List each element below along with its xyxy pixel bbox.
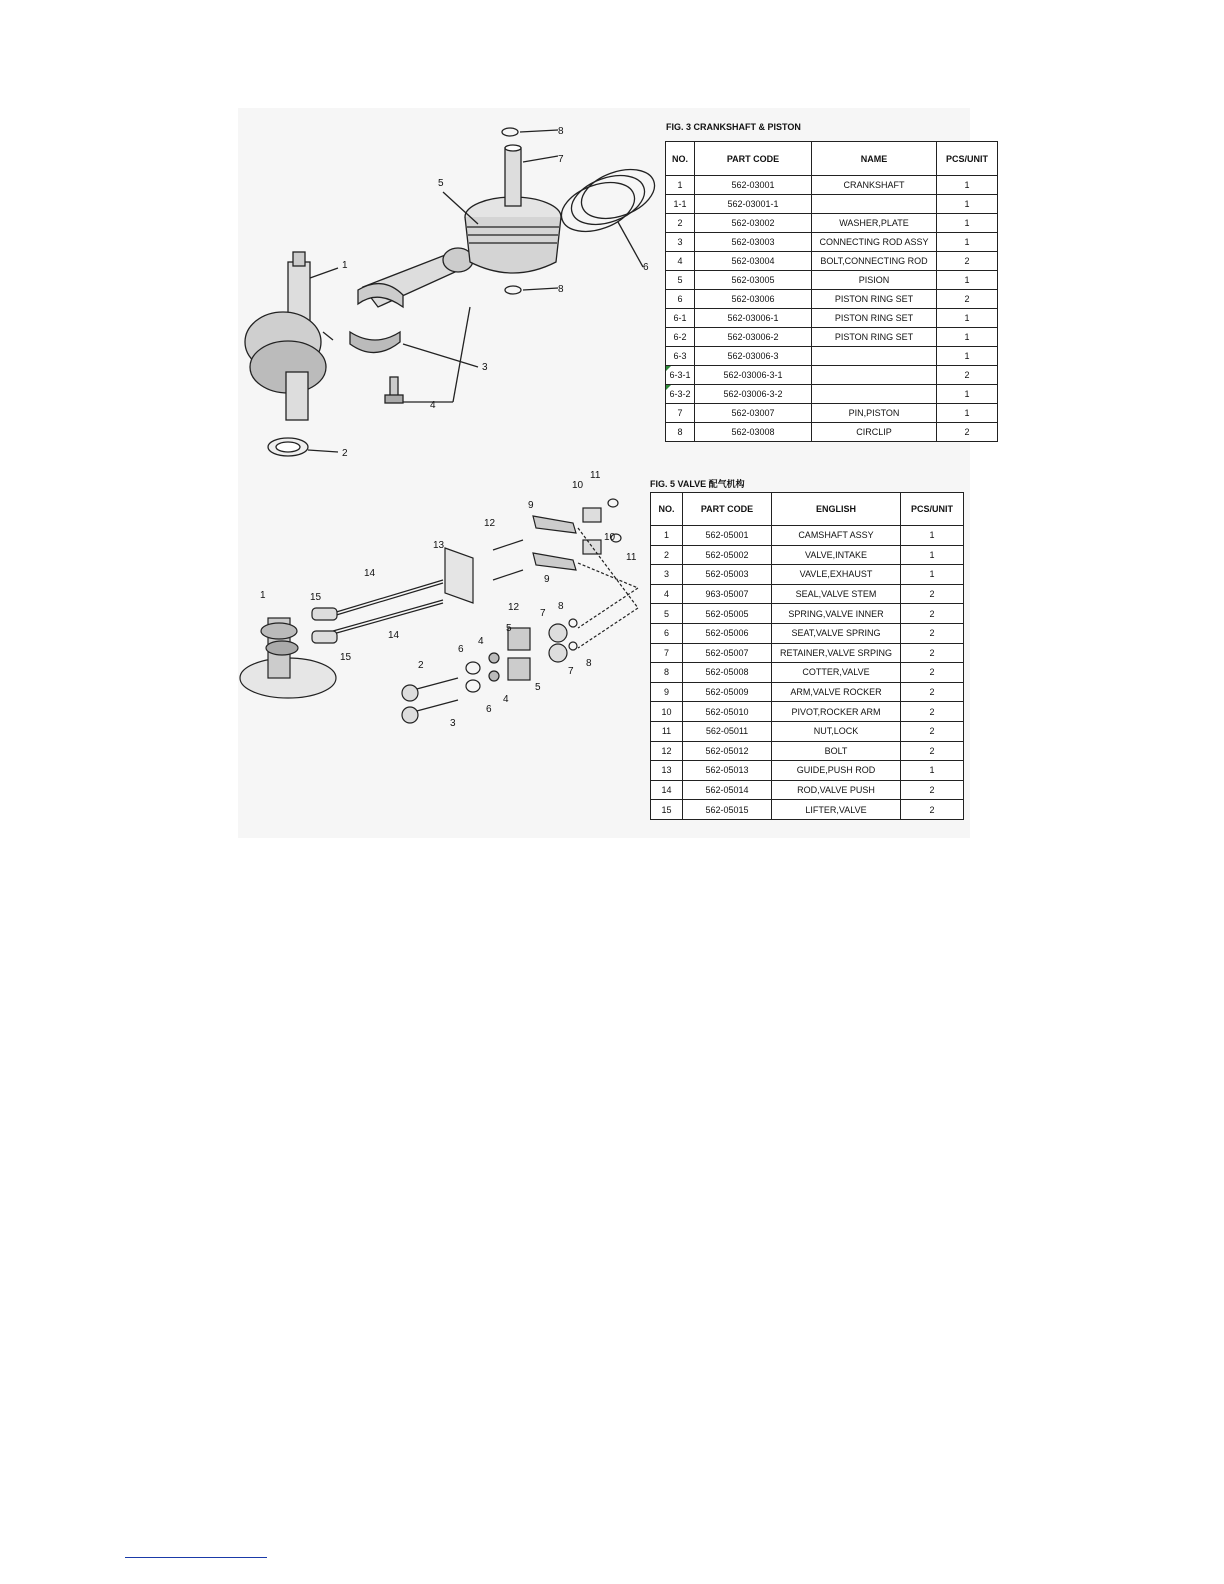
- cell-part-code: 562-05003: [683, 565, 772, 585]
- table-row: [651, 643, 964, 663]
- cell-no: 12: [651, 741, 683, 761]
- cell-part-code: 562-05009: [683, 682, 772, 702]
- col-header-name: NAME: [812, 142, 937, 176]
- cell-pcs-unit: 1: [937, 385, 998, 404]
- cell-pcs-unit: 1: [901, 565, 964, 585]
- cell-name: PISION: [812, 271, 937, 290]
- cell-part-code: 963-05007: [683, 584, 772, 604]
- cell-pcs-unit: 2: [901, 643, 964, 663]
- cell-part-code: 562-05013: [683, 761, 772, 781]
- col-header-no: NO.: [651, 493, 683, 526]
- cell-part-code: 562-05008: [683, 663, 772, 683]
- table-row: [666, 423, 998, 442]
- cell-pcs-unit: 1: [937, 176, 998, 195]
- callout-10a: 10: [572, 480, 584, 491]
- table-row: [651, 702, 964, 722]
- cell-pcs-unit: 2: [937, 290, 998, 309]
- table-row: [666, 290, 998, 309]
- cell-part-code: 562-03003: [695, 233, 812, 252]
- cell-name: WASHER,PLATE: [812, 214, 937, 233]
- rocker-arm-shape: [533, 516, 576, 533]
- cell-name: BOLT,CONNECTING ROD: [812, 252, 937, 271]
- cell-no: 1: [651, 526, 683, 546]
- callout-14a: 14: [364, 568, 376, 579]
- table-row: [651, 604, 964, 624]
- callout-5a: 5: [506, 623, 512, 634]
- cell-name: GUIDE,PUSH ROD: [772, 761, 901, 781]
- cell-name: [812, 347, 937, 366]
- cell-no: 13: [651, 761, 683, 781]
- callout-7a: 7: [540, 608, 546, 619]
- cell-part-code: 562-03004: [695, 252, 812, 271]
- table-row: [651, 565, 964, 585]
- cell-name: PISTON RING SET: [812, 290, 937, 309]
- callout-8a: 8: [558, 126, 564, 137]
- callout-4: 4: [430, 400, 436, 411]
- cell-pcs-unit: 1: [901, 761, 964, 781]
- cell-no: 3: [666, 233, 695, 252]
- camshaft-shape: [240, 618, 336, 698]
- cell-name: CIRCLIP: [812, 423, 937, 442]
- piston-rings-shape: [555, 160, 658, 240]
- callout-12a: 12: [484, 518, 496, 529]
- cell-name: PISTON RING SET: [812, 309, 937, 328]
- cell-no: 8: [651, 663, 683, 683]
- cell-name: SEAL,VALVE STEM: [772, 584, 901, 604]
- table-row: [651, 761, 964, 781]
- cell-name: [812, 366, 937, 385]
- cell-pcs-unit: 2: [901, 623, 964, 643]
- cell-no: 6-3: [666, 347, 695, 366]
- cell-name: ROD,VALVE PUSH: [772, 780, 901, 800]
- cell-part-code: 562-03001: [695, 176, 812, 195]
- cell-no: 4: [666, 252, 695, 271]
- table-row: [666, 404, 998, 423]
- cell-name: SEAT,VALVE SPRING: [772, 623, 901, 643]
- connecting-rod-shape: [350, 248, 473, 403]
- cell-pcs-unit: 1: [937, 233, 998, 252]
- callout-11a: 11: [590, 470, 601, 481]
- callout-3: 3: [482, 362, 488, 373]
- push-rod-guide-shape: [445, 548, 473, 603]
- cell-pcs-unit: 2: [901, 584, 964, 604]
- cell-part-code: 562-03006-2: [695, 328, 812, 347]
- cell-part-code: 562-05014: [683, 780, 772, 800]
- cell-no: 2: [651, 545, 683, 565]
- callout-8b: 8: [586, 658, 592, 669]
- cell-name: ARM,VALVE ROCKER: [772, 682, 901, 702]
- cell-part-code: 562-05001: [683, 526, 772, 546]
- cell-part-code: 562-05005: [683, 604, 772, 624]
- callout-6b: 6: [486, 704, 492, 715]
- table-row: [666, 252, 998, 271]
- cell-no: 1-1: [666, 195, 695, 214]
- footnote-separator-line: [125, 1557, 267, 1558]
- cell-pcs-unit: 1: [937, 347, 998, 366]
- cell-part-code: 562-05010: [683, 702, 772, 722]
- table-row: [651, 800, 964, 820]
- piston-pin-shape: [505, 148, 521, 206]
- fig3-caption: FIG. 3 CRANKSHAFT & PISTON: [666, 122, 801, 132]
- fig3-parts-table: [665, 141, 998, 442]
- cell-pcs-unit: 2: [901, 682, 964, 702]
- valve-exploded-drawing: [238, 468, 646, 836]
- cell-part-code: 562-03006: [695, 290, 812, 309]
- cell-part-code: 562-03006-3-2: [695, 385, 812, 404]
- col-header-no: NO.: [666, 142, 695, 176]
- callout-1: 1: [342, 260, 348, 271]
- table-row: [666, 233, 998, 252]
- callout-12b: 12: [508, 602, 520, 613]
- cell-part-code: 562-05007: [683, 643, 772, 663]
- callout-7: 7: [558, 154, 564, 165]
- cell-part-code: 562-03008: [695, 423, 812, 442]
- cell-pcs-unit: 1: [937, 309, 998, 328]
- cell-no: 6: [666, 290, 695, 309]
- crankshaft-shape: [245, 252, 333, 420]
- cell-pcs-unit: 1: [937, 328, 998, 347]
- cell-part-code: 562-05011: [683, 721, 772, 741]
- cell-pcs-unit: 2: [937, 423, 998, 442]
- cell-part-code: 562-05002: [683, 545, 772, 565]
- cell-no: 14: [651, 780, 683, 800]
- callout-5: 5: [438, 178, 444, 189]
- cell-no: 7: [666, 404, 695, 423]
- cell-pcs-unit: 2: [901, 800, 964, 820]
- callout-6a: 6: [458, 644, 464, 655]
- cell-no: 3: [651, 565, 683, 585]
- col-header-part-code: PART CODE: [695, 142, 812, 176]
- callout-9b: 9: [544, 574, 550, 585]
- cell-no: 10: [651, 702, 683, 722]
- fig5-parts-table: [650, 492, 964, 820]
- cell-name: CRANKSHAFT: [812, 176, 937, 195]
- col-header-pcs-unit: PCS/UNIT: [937, 142, 998, 176]
- callout-13: 13: [433, 540, 445, 551]
- callout-7b: 7: [568, 666, 574, 677]
- table-row: [651, 741, 964, 761]
- cell-pcs-unit: 1: [901, 545, 964, 565]
- cell-part-code: 562-03002: [695, 214, 812, 233]
- piston-shape: [465, 197, 561, 273]
- cell-name: RETAINER,VALVE SRPING: [772, 643, 901, 663]
- cell-name: PIVOT,ROCKER ARM: [772, 702, 901, 722]
- table-row: [666, 366, 998, 385]
- callout-15a: 15: [310, 592, 322, 603]
- cell-part-code: 562-03006-3-1: [695, 366, 812, 385]
- cell-pcs-unit: 2: [901, 604, 964, 624]
- cell-no: 6-3-2: [666, 385, 695, 404]
- table-row: [666, 309, 998, 328]
- table-row: [651, 682, 964, 702]
- table-row: [666, 195, 998, 214]
- cell-no: 6-3-1: [666, 366, 695, 385]
- cell-name: COTTER,VALVE: [772, 663, 901, 683]
- cell-name: VALVE,INTAKE: [772, 545, 901, 565]
- cell-pcs-unit: 1: [937, 214, 998, 233]
- fig5-caption: FIG. 5 VALVE 配气机构: [650, 479, 745, 489]
- col-header-pcs-unit: PCS/UNIT: [901, 493, 964, 526]
- cell-no: 5: [651, 604, 683, 624]
- col-header-english: ENGLISH: [772, 493, 901, 526]
- callout-3: 3: [450, 718, 456, 729]
- table-row: [651, 526, 964, 546]
- cell-part-code: 562-03006-1: [695, 309, 812, 328]
- cell-no: 9: [651, 682, 683, 702]
- cell-no: 11: [651, 721, 683, 741]
- cell-pcs-unit: 1: [937, 404, 998, 423]
- callout-2: 2: [418, 660, 424, 671]
- cell-part-code: 562-03001-1: [695, 195, 812, 214]
- cell-no: 4: [651, 584, 683, 604]
- cell-name: CAMSHAFT ASSY: [772, 526, 901, 546]
- cell-no: 8: [666, 423, 695, 442]
- callout-4b: 4: [503, 694, 509, 705]
- cell-part-code: 562-03005: [695, 271, 812, 290]
- cell-no: 2: [666, 214, 695, 233]
- cell-part-code: 562-03007: [695, 404, 812, 423]
- cell-pcs-unit: 2: [901, 721, 964, 741]
- cell-pcs-unit: 1: [937, 271, 998, 290]
- table-row: [666, 347, 998, 366]
- valve-springs-shape: [508, 624, 567, 680]
- table-row: [666, 385, 998, 404]
- callout-11b: 11: [626, 552, 637, 563]
- callout-1: 1: [260, 590, 266, 601]
- cell-part-code: 562-05015: [683, 800, 772, 820]
- crankshaft-piston-exploded-drawing: [238, 112, 658, 464]
- cell-name: CONNECTING ROD ASSY: [812, 233, 937, 252]
- cell-no: 15: [651, 800, 683, 820]
- cell-no: 6: [651, 623, 683, 643]
- valves-shape: [402, 678, 458, 723]
- cell-no: 6-2: [666, 328, 695, 347]
- cell-pcs-unit: 2: [937, 252, 998, 271]
- callout-2: 2: [342, 448, 348, 459]
- cell-part-code: 562-05006: [683, 623, 772, 643]
- cell-pcs-unit: 2: [901, 702, 964, 722]
- table-row: [666, 214, 998, 233]
- callout-8a: 8: [558, 601, 564, 612]
- cell-pcs-unit: 1: [937, 195, 998, 214]
- cell-name: VAVLE,EXHAUST: [772, 565, 901, 585]
- table-row: [651, 545, 964, 565]
- callout-5b: 5: [535, 682, 541, 693]
- cell-name: PISTON RING SET: [812, 328, 937, 347]
- table-row: [666, 271, 998, 290]
- callout-9a: 9: [528, 500, 534, 511]
- cell-no: 1: [666, 176, 695, 195]
- cell-part-code: 562-03006-3: [695, 347, 812, 366]
- cell-no: 5: [666, 271, 695, 290]
- table-row: [651, 623, 964, 643]
- cell-pcs-unit: 2: [937, 366, 998, 385]
- cell-part-code: 562-05012: [683, 741, 772, 761]
- cell-no: 6-1: [666, 309, 695, 328]
- callout-8b: 8: [558, 284, 564, 295]
- cell-name: BOLT: [772, 741, 901, 761]
- cell-pcs-unit: 2: [901, 663, 964, 683]
- callout-10b: 10: [604, 532, 616, 543]
- cell-name: NUT,LOCK: [772, 721, 901, 741]
- cell-pcs-unit: 1: [901, 526, 964, 546]
- table-row: [651, 780, 964, 800]
- cell-name: SPRING,VALVE INNER: [772, 604, 901, 624]
- cell-pcs-unit: 2: [901, 780, 964, 800]
- col-header-part-code: PART CODE: [683, 493, 772, 526]
- callout-4a: 4: [478, 636, 484, 647]
- cell-name: PIN,PISTON: [812, 404, 937, 423]
- cell-no: 7: [651, 643, 683, 663]
- cell-name: LIFTER,VALVE: [772, 800, 901, 820]
- table-row: [651, 663, 964, 683]
- table-row: [651, 584, 964, 604]
- cell-name: [812, 385, 937, 404]
- cell-pcs-unit: 2: [901, 741, 964, 761]
- cell-name: [812, 195, 937, 214]
- callout-14b: 14: [388, 630, 400, 641]
- table-row: [666, 328, 998, 347]
- table-row: [651, 721, 964, 741]
- table-row: [666, 176, 998, 195]
- callout-6: 6: [643, 262, 649, 273]
- callout-15b: 15: [340, 652, 352, 663]
